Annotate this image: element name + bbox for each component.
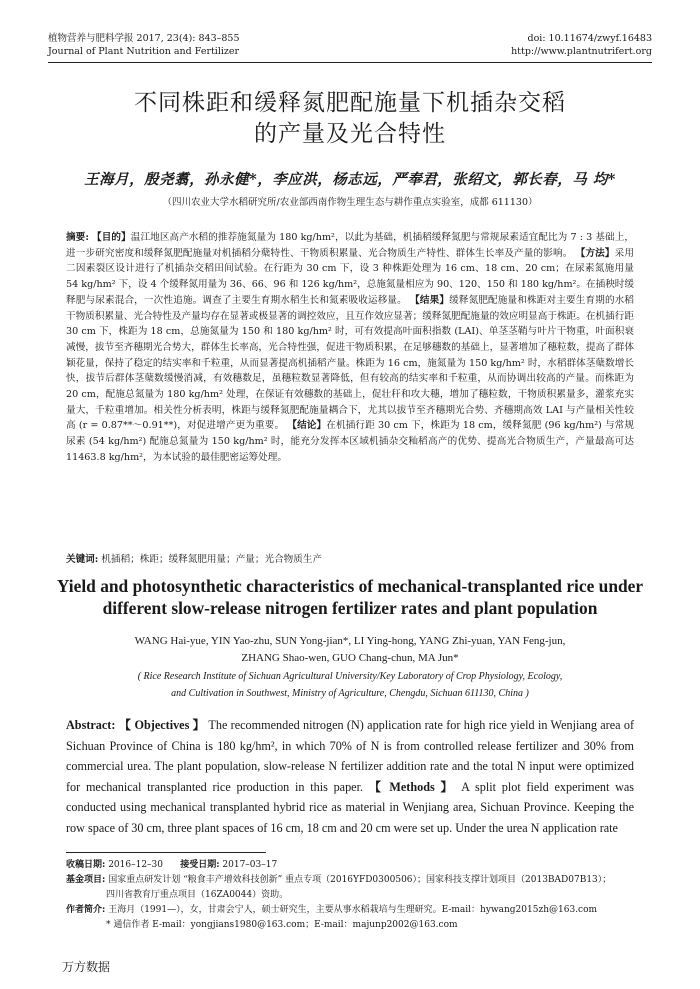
footnote-rule xyxy=(66,852,266,853)
authors-cn: 王海月，殷尧翥，孙永健*，李应洪，杨志远，严奉君，张绍文，郭长春，马 均* xyxy=(84,171,616,188)
title-en-line2: different slow-release nitrogen fertilizer rates and plant population xyxy=(102,598,598,618)
objective-tag-cn: 【目的】 xyxy=(92,232,131,243)
title-en-line1: Yield and photosynthetic characteristics of mechanical-transplanted rice under xyxy=(56,576,644,596)
methods-text-en: A split plot field experiment was conducted using mechanical transplanted hybrid rice as material in Wenjiang area, Sichuan Province. Keeping the row space of 30 cm, three plant spaces of 16 cm, 18 cm and 20 cm were set up. Under the urea N application rate xyxy=(66,779,635,835)
keywords-cn-text: 机插稻；株距；缓释氮肥用量；产量；光合物质生产 xyxy=(101,554,323,565)
authors-en xyxy=(48,633,652,667)
funding-label: 基金项目: xyxy=(66,875,106,885)
results-text-cn: 缓释氮肥配施量和株距对主要生育期的水稻干物质积累量、光合特性及产量均存在显著或极显著的调控效应，且互作效应显著；缓释氮肥配施量的效应明显高于株距。在机插行距 30 cm 下，株距为 18 cm，总施氮量为 150 和 180 kg/hm² 时，可有效提高叶面积指数 (LAI)、单茎茎鞘与叶片干物重，叶面积衰减慢，拔节至齐穗期光合势大，群体生长率高，光合特性强，促进干物质积累，在足够穗数的基础上，显著增加了穗粒数，提高了群体颖花量，保持了稳定的结实率和千粒重，从而显著提高机插稻产量。株距为 16 cm，施氮量为 150 kg/hm² 时，水稻群体茎蘖数增长快，拔节后群体茎蘖数缓慢消减，有效穗数足，虽穗粒数显著降低，但有较高的结实率和千粒重，从而协调出较高的产量。而株距为 20 cm，配施总氮量为 180 kg/hm² 处理，在保证有效穗数的基础上，促壮秆和攻大穗，增加了穗粒数，干物质积累量多，灌浆充实量大，千粒重增加。相关性分析表明，株距与缓释氮肥配施量耦合下，尤其以拔节至齐穗期光合势、齐穗期高效 LAI 与产量相关性较高 (r = 0.87**～0.91**)，对促进增产更为重要。 xyxy=(66,294,635,432)
authors-en-line1: WANG Hai-yue, YIN Yao-zhu, SUN Yong-jian*, LI Ying-hong, YANG Zhi-yuan, YAN Feng-jun, xyxy=(134,635,566,647)
header-rule xyxy=(48,62,652,63)
authors-en-line2: ZHANG Shao-wen, GUO Chang-chun, MA Jun* xyxy=(241,652,459,664)
conclusions-text-cn: 在机插行距 30 cm 下，株距为 18 cm，缓释氮肥 (96 kg/hm²) 与常规尿素 (54 kg/hm²) 配施总氮量为 150 kg/hm² 时，能充分发挥本区域机插杂交籼稻高产的优势、提高光合物质生产，产量最高可达 11463.8 kg/hm²，为本试验的最佳肥密运筹处理。 xyxy=(66,420,634,463)
funding-text-1: 国家重点研发计划 “粮食丰产增效科技创新” 重点专项（2016YFD0300506）；国家科技支撑计划项目（2013BAD07B13）； xyxy=(108,875,612,885)
methods-text-cn: 采用二因素裂区设计进行了机插杂交稻田间试验。在行距为 30 cm 下，设 3 种株距处理为 16 cm、18 cm、20 cm；在尿素氮施用量 54 kg/hm² 下，设 4 个缓释氮用量为 36、66、96 和 126 kg/hm²，总施氮量相应为 90、120、150 和 180 kg/hm²。在插秧时缓释肥与尿素混合，一次性追施。调查了主要生育期水稻生长和氮素吸收运移量。 xyxy=(66,247,635,306)
accepted-date: 2017–03–17 xyxy=(222,860,278,870)
journal-url[interactable]: http://www.plantnutrifert.org xyxy=(511,46,652,57)
journal-name-cn: 植物营养与肥料学报 2017, 23(4): 843–855 xyxy=(48,33,240,44)
title-en xyxy=(48,575,652,619)
objectives-tag-en: 【 Objectives 】 xyxy=(118,718,206,732)
title-cn-line1: 不同株距和缓释氮肥配施量下机插杂交稻 xyxy=(134,90,566,116)
abstract-en-label: Abstract: xyxy=(66,718,116,732)
methods-tag-en: 【 Methods 】 xyxy=(368,779,456,794)
received-label: 收稿日期: xyxy=(66,860,106,870)
title-cn xyxy=(48,88,652,150)
funding-text-2: 四川省教育厅重点项目（16ZA0044）资助。 xyxy=(106,890,289,900)
affiliation-en xyxy=(48,668,652,702)
conclusions-tag-cn: 【结论】 xyxy=(287,420,327,432)
abstract-en xyxy=(66,715,634,838)
methods-tag-cn: 【方法】 xyxy=(575,247,615,259)
abstract-cn xyxy=(66,230,634,466)
watermark: 万方数据 xyxy=(62,960,111,974)
journal-name-en: Journal of Plant Nutrition and Fertilizer xyxy=(48,46,240,57)
affiliation-en-line1: ( Rice Research Institute of Sichuan Agricultural University/Key Laboratory of Crop Physiology, Ecology, xyxy=(137,671,563,682)
footnotes xyxy=(66,858,634,933)
objective-text-cn: 温江地区高产水稻的推荐施氮量为 180 kg/hm²，以此为基础，机插稻缓释氮肥与常规尿素适宜配比为 7 : 3 基础上，进一步研究密度和缓释氮肥配施量对机插稻分蘖特性、干物质积累量、光合物质生产特性、群体生长率及产量的影响。 xyxy=(66,232,634,259)
results-tag-cn: 【结果】 xyxy=(410,294,450,306)
abstract-cn-label: 摘要: xyxy=(66,232,89,243)
keywords-cn xyxy=(66,551,634,565)
objectives-text-en: The recommended nitrogen (N) application rate for high rice yield in Wenjiang area of Sichuan Province of China is 180 kg/hm², in which 70% of N is from controlled release fertilizer and 30% from commercial urea. The plant population, slow-release N fertilizer addition rate and the total N input were optimized for mechanical transplanted rice production in this paper. xyxy=(66,718,634,794)
keywords-cn-label: 关键词: xyxy=(66,554,99,565)
author-intro: 王海月（1991—），女，甘肃会宁人，硕士研究生，主要从事水稻栽培与生理研究。E-mail：hywang2015zh@163.com xyxy=(108,905,598,915)
title-cn-line2: 的产量及光合特性 xyxy=(254,121,446,147)
doi[interactable]: doi: 10.11674/zwyf.16483 xyxy=(527,33,652,44)
author-intro-label: 作者简介: xyxy=(66,905,106,915)
affiliation-en-line2: and Cultivation in Southwest, Ministry of Agriculture, Chengdu, Sichuan 611130, China ) xyxy=(171,688,529,699)
accepted-label: 接受日期: xyxy=(180,860,220,870)
corresponding-email: * 通信作者 E-mail：yongjians1980@163.com；E-mail：majunp2002@163.com xyxy=(106,920,458,930)
received-date: 2016–12–30 xyxy=(108,860,164,870)
affiliation-cn: （四川农业大学水稻研究所/农业部西南作物生理生态与耕作重点实验室，成都 611130） xyxy=(162,197,538,208)
